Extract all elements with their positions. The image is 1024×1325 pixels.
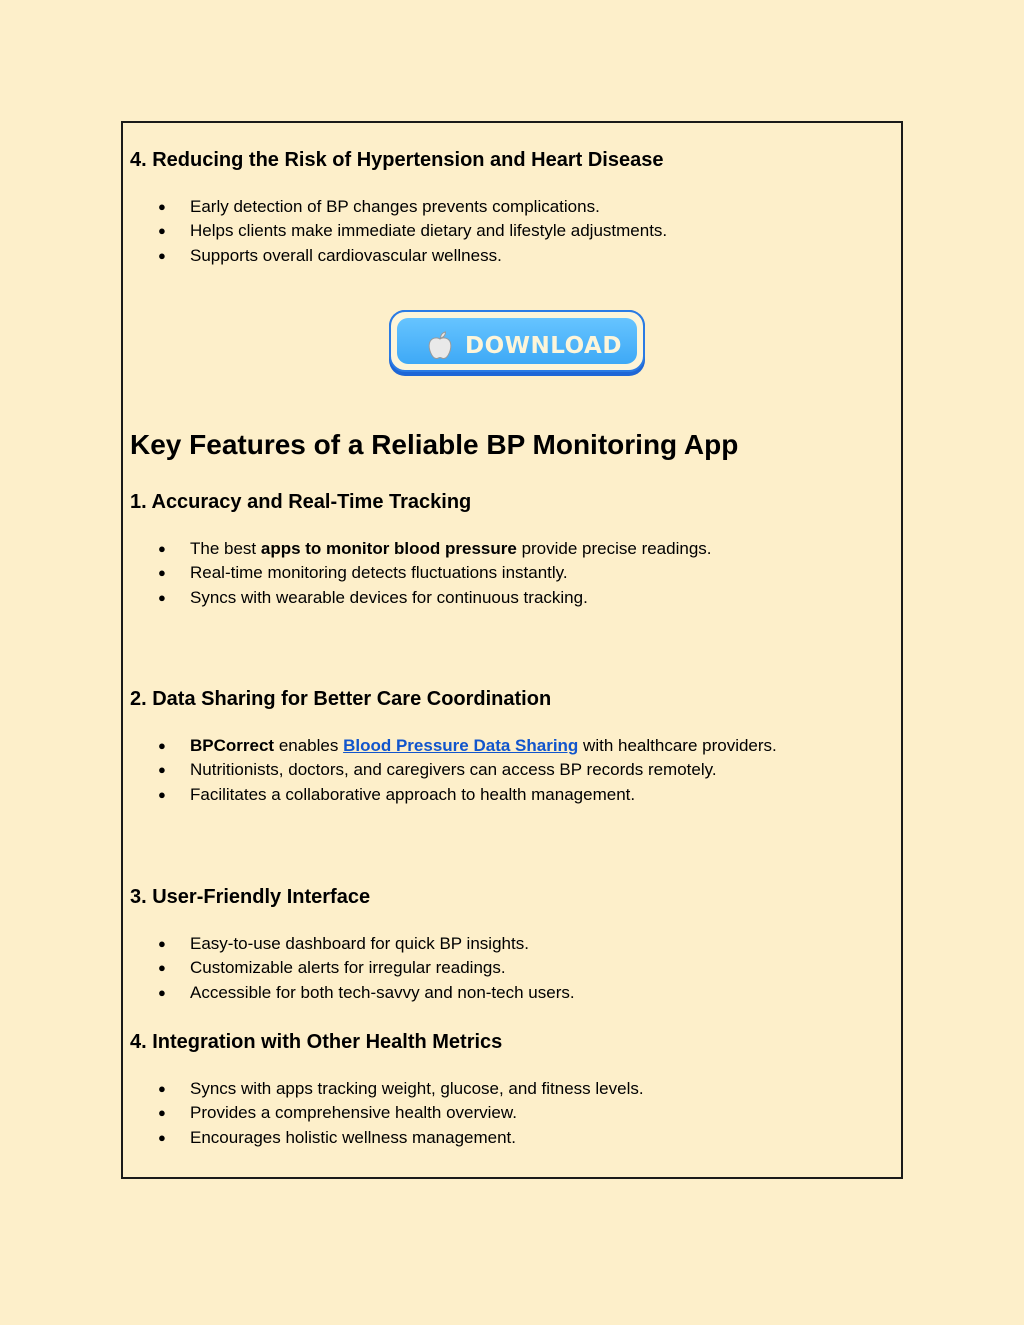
list-item: ● Accessible for both tech-savvy and non-tech users. [0, 981, 575, 1005]
brand-name: BPCorrect [190, 736, 275, 755]
bullet-list-interface [0, 932, 575, 1005]
list-item: ● Easy-to-use dashboard for quick BP insights. [0, 932, 575, 956]
content-frame [121, 121, 903, 1179]
list-item: ● Early detection of BP changes prevents complications. [0, 195, 667, 219]
list-item [0, 537, 712, 561]
download-button-face [397, 318, 637, 364]
key-features-title: Key Features of a Reliable BP Monitoring App [130, 429, 739, 460]
apple-icon [427, 331, 453, 361]
list-item: ● Facilitates a collaborative approach to health management. [0, 783, 777, 807]
list-item-text: The best [190, 539, 261, 558]
feature-heading-integration: 4. Integration with Other Health Metrics [130, 1031, 503, 1053]
list-item: ● Real-time monitoring detects fluctuations instantly. [0, 561, 712, 585]
list-item-text: with healthcare providers. [578, 736, 777, 755]
bullet-list-accuracy [0, 537, 712, 610]
data-sharing-link[interactable]: Blood Pressure Data Sharing [343, 736, 579, 755]
feature-heading-data-sharing: 2. Data Sharing for Better Care Coordination [130, 688, 552, 710]
download-button-label: DOWNLOAD [465, 333, 622, 359]
bullet-list-data-sharing [0, 734, 777, 807]
list-item-text: enables [274, 736, 344, 755]
list-item: ● Syncs with apps tracking weight, glucose, and fitness levels. [0, 1077, 644, 1101]
bullet-list-reducing-risk [0, 195, 667, 268]
list-item [0, 734, 777, 758]
list-item: ● Supports overall cardiovascular wellness. [0, 244, 667, 268]
list-item: ● Syncs with wearable devices for continuous tracking. [0, 586, 712, 610]
list-item: ● Helps clients make immediate dietary and lifestyle adjustments. [0, 219, 667, 243]
feature-heading-accuracy: 1. Accuracy and Real-Time Tracking [130, 491, 472, 513]
list-item: ● Provides a comprehensive health overview. [0, 1101, 644, 1125]
bullet-list-integration [0, 1077, 644, 1150]
list-item: ● Nutritionists, doctors, and caregivers can access BP records remotely. [0, 758, 777, 782]
feature-heading-interface: 3. User-Friendly Interface [130, 886, 371, 908]
download-button-frame [389, 310, 645, 372]
list-item: ● Customizable alerts for irregular readings. [0, 956, 575, 980]
download-button[interactable] [389, 310, 645, 376]
list-item: ● Encourages holistic wellness management. [0, 1126, 644, 1150]
bold-keyword: apps to monitor blood pressure [260, 539, 517, 558]
list-item-text: provide precise readings. [516, 539, 712, 558]
section-heading-reducing-risk: 4. Reducing the Risk of Hypertension and Heart Disease [130, 149, 664, 171]
